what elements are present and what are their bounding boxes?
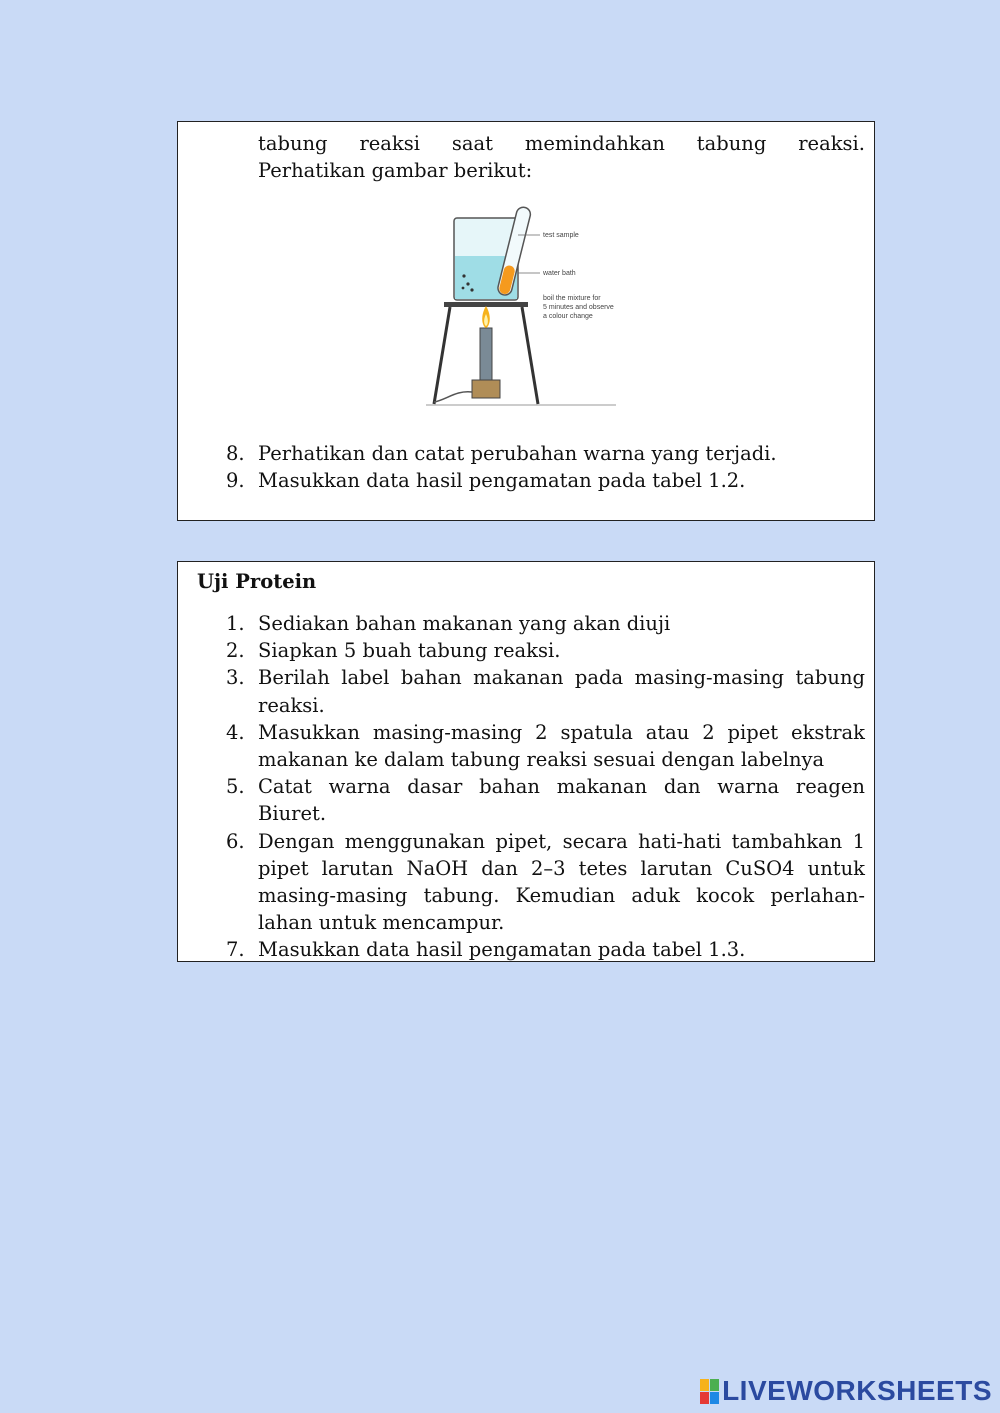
label-boil-1: boil the mixture for	[543, 295, 601, 302]
list-item: 1. Sediakan bahan makanan yang akan diuji	[226, 612, 671, 635]
list-item: 7. Masukkan data hasil pengamatan pada tabel 1.3.	[226, 938, 746, 962]
logo-mark-cell	[700, 1392, 709, 1404]
intro-line-1: tabung reaksi saat memindahkan tabung reaksi.	[258, 132, 865, 155]
water-bath-illustration	[426, 204, 626, 414]
list-item: 4. Masukkan masing-masing 2 spatula atau 2 pipet ekstrak makanan ke dalam tabung reaksi sesuai dengan labelnya	[226, 720, 865, 772]
list-item: 3. Berilah label bahan makanan pada masing-masing tabung reaksi.	[226, 666, 865, 717]
logo-mark-icon	[700, 1379, 719, 1404]
logo-mark-cell	[700, 1379, 709, 1391]
label-boil-2: 5 minutes and observe	[543, 304, 614, 311]
logo-mark-cell	[710, 1379, 719, 1391]
instruction-box-continued	[177, 121, 875, 521]
list-item: 2. Siapkan 5 buah tabung reaksi.	[226, 639, 561, 663]
protein-test-box	[177, 561, 875, 962]
list-item: 8. Perhatikan dan catat perubahan warna yang terjadi.	[226, 442, 777, 465]
burner-base	[472, 380, 500, 398]
list-item: 6. Dengan menggunakan pipet, secara hati-hati tambahkan 1 pipet larutan NaOH dan 2–3 tetes larutan CuSO4 untuk masing-masing tabung. Kemudian aduk kocok perlahan-lahan untuk mencampur.	[226, 829, 865, 935]
protein-step-list	[178, 610, 865, 964]
label-water-bath: water bath	[543, 270, 576, 277]
bunsen-burner	[480, 328, 492, 380]
step-list-continued	[178, 440, 865, 494]
logo-text: LIVEWORKSHEETS	[722, 1375, 992, 1406]
logo-mark-cell	[710, 1392, 719, 1404]
label-test-sample: test sample	[543, 232, 579, 239]
section-title: Uji Protein	[197, 570, 317, 593]
label-boil-3: a colour change	[543, 313, 593, 320]
liveworksheets-logo[interactable]	[700, 1373, 992, 1409]
intro-line-2: Perhatikan gambar berikut:	[258, 159, 533, 182]
list-item: 9. Masukkan data hasil pengamatan pada tabel 1.2.	[226, 469, 746, 493]
list-item: 5. Catat warna dasar bahan makanan dan warna reagen Biuret.	[226, 775, 865, 826]
